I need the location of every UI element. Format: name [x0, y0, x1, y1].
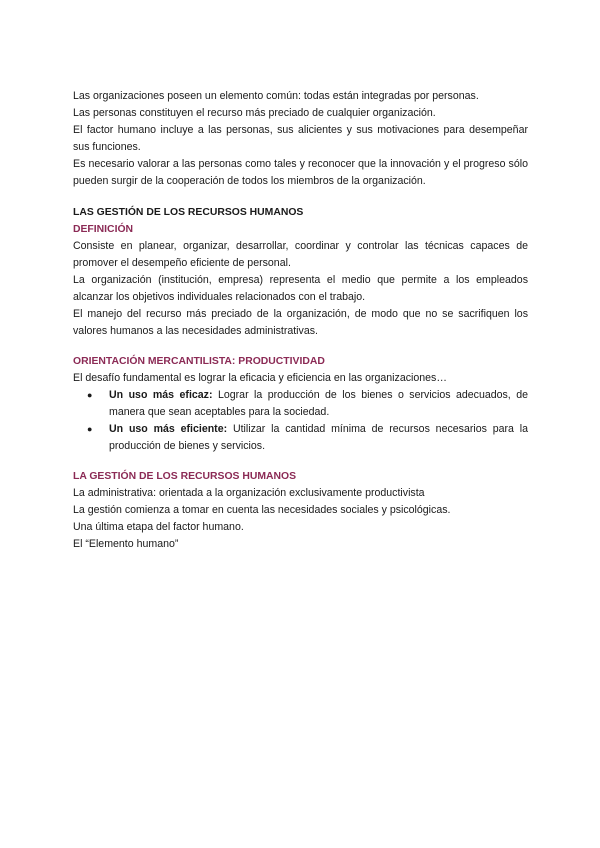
intro-line: El factor humano incluye a las personas, sus alicientes y sus motivaciones para desempeñar sus funciones.: [73, 124, 528, 153]
bullet-icon: ●: [87, 424, 93, 434]
intro-line: Las personas constituyen el recurso más preciado de cualquier organización.: [73, 107, 436, 119]
section-la-gestion: [73, 468, 528, 553]
section-orientacion: [73, 353, 528, 455]
section-title: ORIENTACIÓN MERCANTILISTA: PRODUCTIVIDAD: [73, 356, 325, 367]
paragraph: Consiste en planear, organizar, desarrollar, coordinar y controlar las técnicas capaces de promover el desempeño eficiente de personal.: [73, 240, 528, 269]
section-title: LAS GESTIÓN DE LOS RECURSOS HUMANOS: [73, 207, 304, 218]
intro-line: Las organizaciones poseen un elemento común: todas están integradas por personas.: [73, 90, 479, 102]
list-item-text: Lograr la producción de los bienes o servicios adecuados, de manera que sean aceptables para la sociedad.: [109, 389, 528, 418]
intro-block: [73, 88, 528, 190]
list-item-term: Un uso más eficiente:: [109, 423, 228, 435]
text-line: La gestión comienza a tomar en cuenta las necesidades sociales y psicológicas.: [73, 504, 451, 516]
section-subtitle: DEFINICIÓN: [73, 224, 134, 235]
document-page: [73, 88, 528, 553]
text-line: Una última etapa del factor humano.: [73, 521, 244, 533]
bullet-list: [73, 387, 528, 455]
text-line: La administrativa: orientada a la organización exclusivamente productivista: [73, 487, 425, 499]
bullet-icon: ●: [87, 390, 93, 400]
section-gestion: [73, 204, 528, 340]
text-line: El “Elemento humano”: [73, 538, 179, 550]
paragraph: La organización (institución, empresa) representa el medio que permite a los empleados alcanzar los objetivos individuales relacionados con el trabajo.: [73, 274, 528, 303]
intro-line: Es necesario valorar a las personas como tales y reconocer que la innovación y el progreso sólo pueden surgir de la cooperación de todos los miembros de la organización.: [73, 158, 528, 187]
list-item-text: Utilizar la cantidad mínima de recursos necesarios para la producción de bienes y servicios.: [109, 423, 528, 452]
list-item-term: Un uso más eficaz:: [109, 389, 213, 401]
list-item: [73, 421, 528, 455]
list-item: [73, 387, 528, 421]
section-title: LA GESTIÓN DE LOS RECURSOS HUMANOS: [73, 471, 297, 482]
paragraph: El manejo del recurso más preciado de la organización, de modo que no se sacrifiquen los valores humanos a las necesidades administrativas.: [73, 308, 528, 337]
paragraph: El desafío fundamental es lograr la eficacia y eficiencia en las organizaciones…: [73, 372, 447, 384]
